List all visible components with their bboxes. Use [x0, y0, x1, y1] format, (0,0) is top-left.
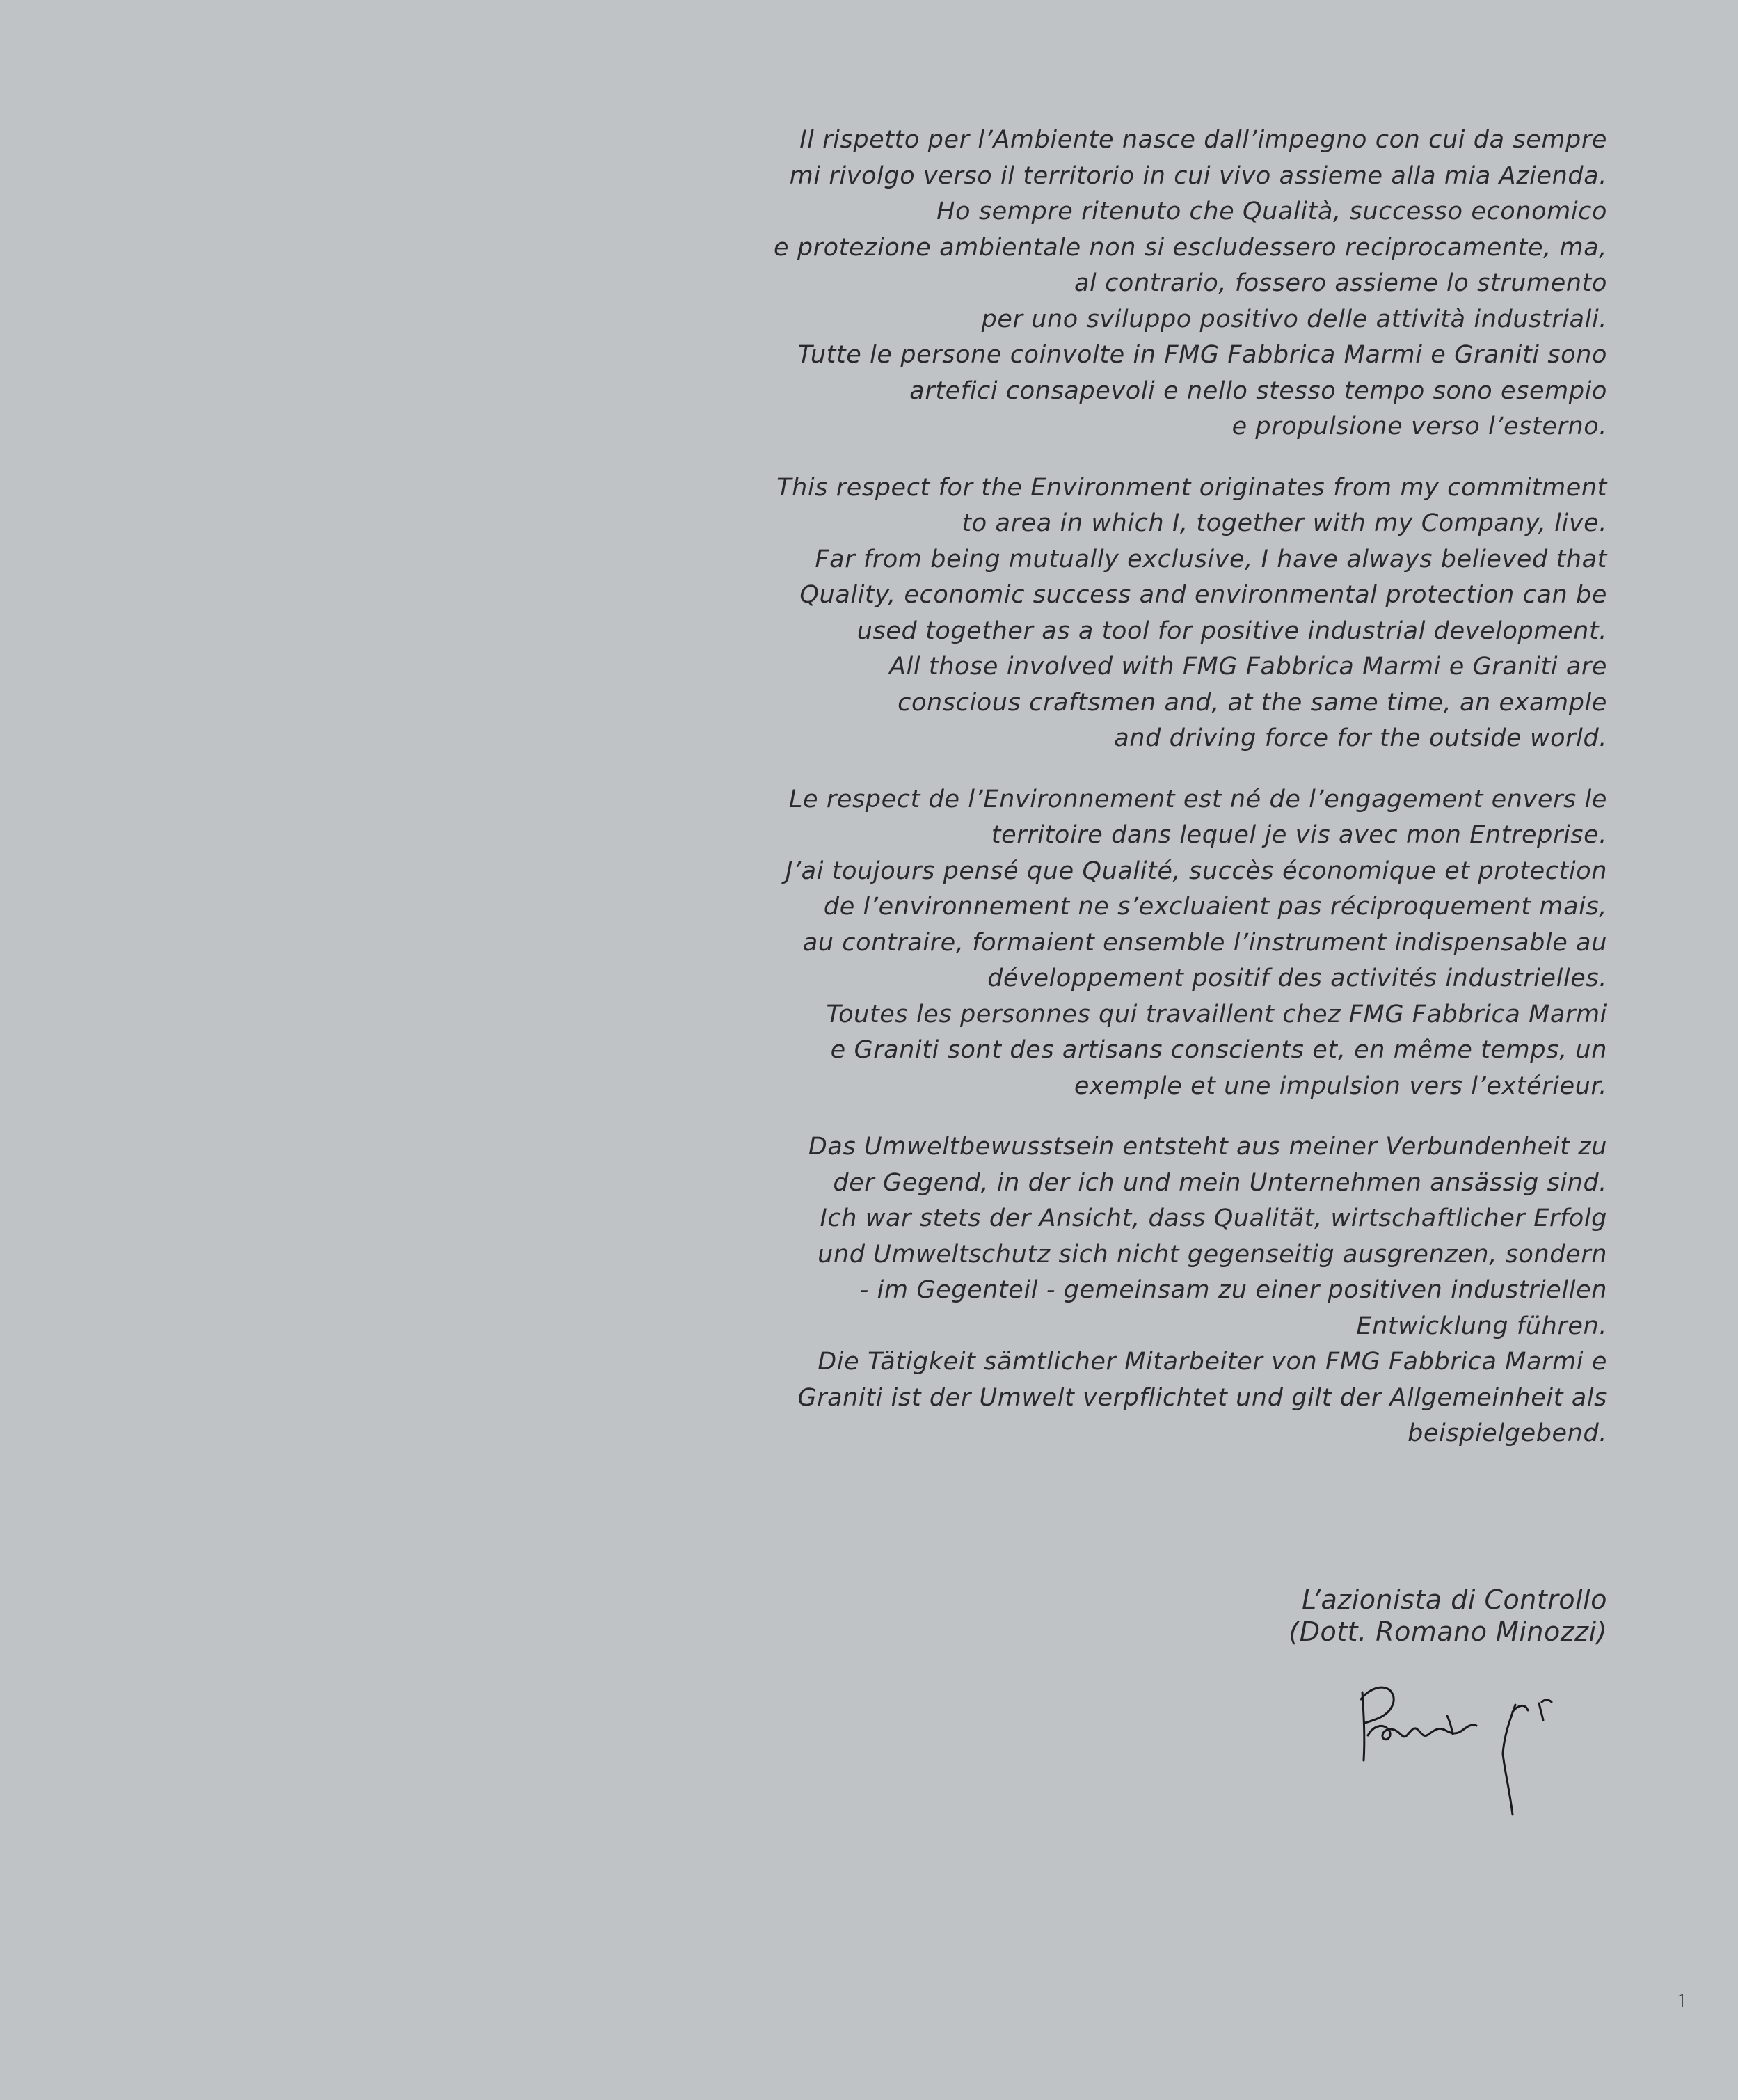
text-line: e propulsione verso l’esterno. — [1231, 413, 1607, 440]
text-line: This respect for the Environment originates from my commitment — [776, 473, 1607, 502]
text-line: mi rivolgo verso il territorio in cui vivo assieme alla mia Azienda. — [789, 161, 1607, 190]
text-line: Ho sempre ritenuto che Qualità, successo economico — [936, 198, 1607, 225]
text-line: Le respect de l’Environnement est né de l’engagement envers le — [788, 785, 1607, 813]
text-line: Il rispetto per l’Ambiente nasce dall’impegno con cui da sempre — [799, 126, 1607, 154]
text-line: and driving force for the outside world. — [1114, 724, 1607, 752]
text-line: Toutes les personnes qui travaillent chez FMG Fabbrica Marmi — [826, 1000, 1607, 1028]
text-line: - im Gegenteil - gemeinsam zu einer positiven industriellen — [859, 1276, 1607, 1304]
letter-body — [717, 122, 1607, 1477]
text-line: e protezione ambientale non si escludessero reciprocamente, ma, — [773, 233, 1607, 262]
page-number: 1 — [1676, 1991, 1688, 2012]
text-line: der Gegend, in der ich und mein Unternehmen ansässig sind. — [833, 1168, 1607, 1197]
text-line: Entwicklung führen. — [1356, 1312, 1607, 1340]
signature-block — [1289, 1584, 1607, 1648]
text-line: Quality, economic success and environmental protection can be — [799, 581, 1607, 609]
text-line: au contraire, formaient ensemble l’instrument indispensable au — [802, 928, 1607, 957]
signatory-name: (Dott. Romano Minozzi) — [1289, 1616, 1607, 1647]
text-line: artefici consapevoli e nello stesso tempo sono esempio — [909, 376, 1607, 405]
paragraph-german — [717, 1129, 1607, 1452]
text-line: und Umweltschutz sich nicht gegenseitig ausgrenzen, sondern — [818, 1240, 1607, 1268]
text-line: territoire dans lequel je vis avec mon Entreprise. — [991, 821, 1607, 849]
text-line: Das Umweltbewusstsein entsteht aus meiner Verbundenheit zu — [808, 1133, 1607, 1161]
text-line: conscious craftsmen and, at the same time, an example — [898, 688, 1607, 717]
signatory-role: L’azionista di Controllo — [1302, 1584, 1607, 1615]
handwritten-signature-icon — [1343, 1671, 1579, 1817]
paragraph-english — [717, 470, 1607, 757]
text-line: Tutte le persone coinvolte in FMG Fabbrica Marmi e Graniti sono — [797, 341, 1607, 369]
text-line: e Graniti sont des artisans conscients et, en même temps, un — [830, 1036, 1607, 1064]
text-line: All those involved with FMG Fabbrica Marmi e Graniti are — [888, 653, 1607, 681]
text-line: exemple et une impulsion vers l’extérieur. — [1074, 1072, 1607, 1100]
text-line: Ich war stets der Ansicht, dass Qualität, wirtschaftlicher Erfolg — [820, 1204, 1607, 1232]
text-line: J’ai toujours pensé que Qualité, succès économique et protection — [786, 857, 1607, 885]
text-line: to area in which I, together with my Company, live. — [962, 509, 1607, 537]
text-line: Far from being mutually exclusive, I have always believed that — [815, 545, 1607, 573]
text-line: Graniti ist der Umwelt verpflichtet und gilt der Allgemeinheit als — [797, 1383, 1607, 1412]
text-line: per uno sviluppo positivo delle attività industriali. — [981, 305, 1607, 333]
text-line: used together as a tool for positive industrial development. — [856, 617, 1607, 645]
paragraph-italian — [717, 122, 1607, 445]
text-line: al contrario, fossero assieme lo strumento — [1074, 269, 1607, 297]
text-line: développement positif des activités industrielles. — [987, 964, 1607, 992]
text-line: de l’environnement ne s’excluaient pas réciproquement mais, — [823, 893, 1607, 921]
paragraph-french — [717, 782, 1607, 1105]
text-line: beispielgebend. — [1408, 1419, 1607, 1447]
text-line: Die Tätigkeit sämtlicher Mitarbeiter von FMG Fabbrica Marmi e — [818, 1348, 1607, 1376]
